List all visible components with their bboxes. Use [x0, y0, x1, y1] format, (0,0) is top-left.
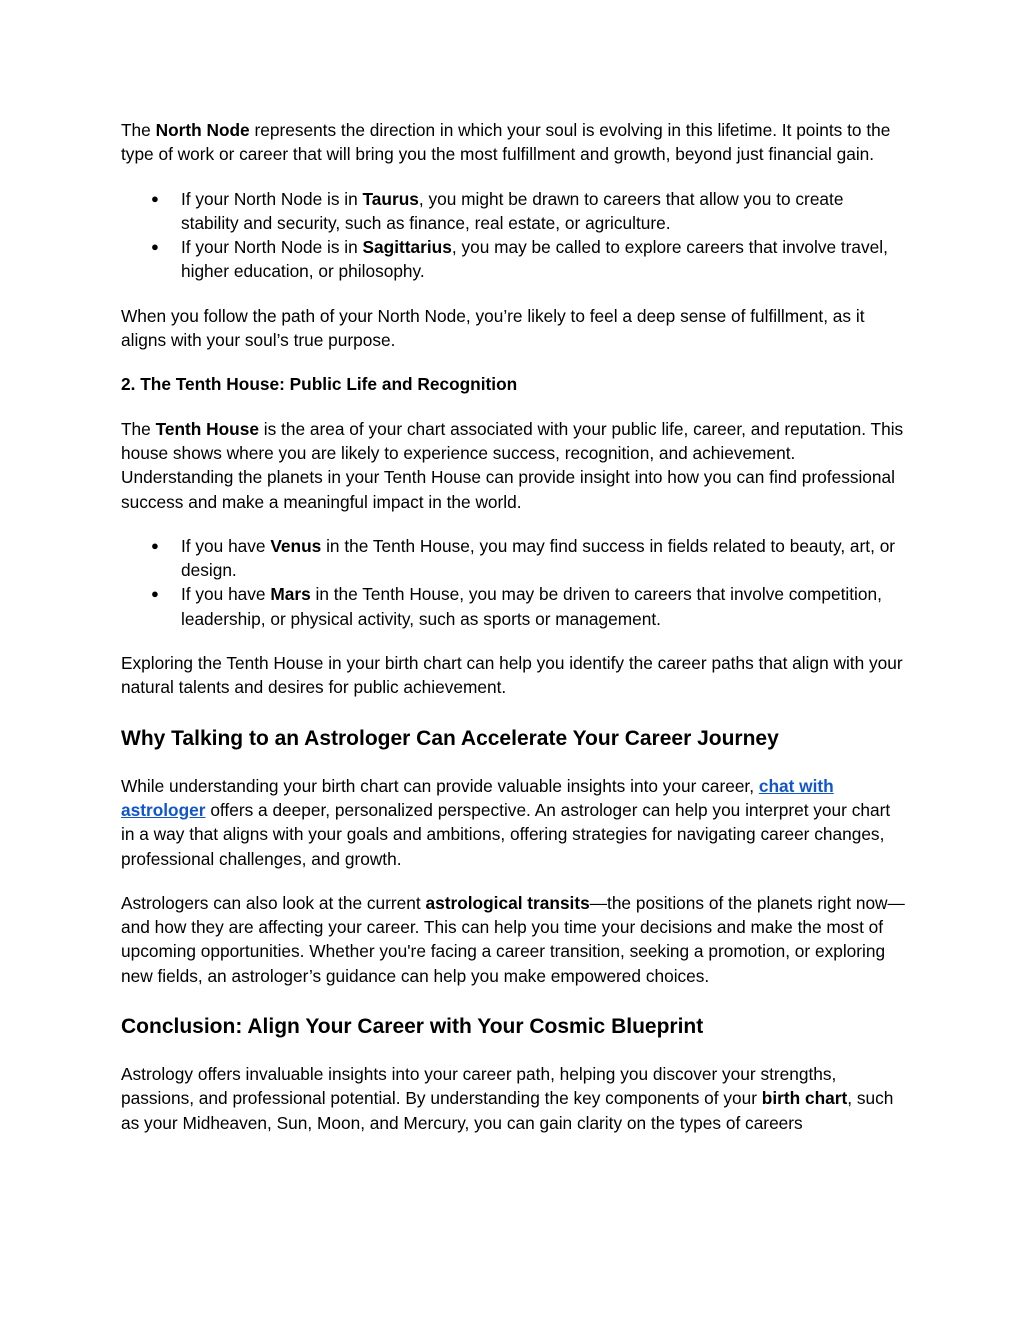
north-node-paragraph: The North Node represents the direction in which your soul is evolving in this lifetime. It points to the type of work or career that will bring you the most fulfillment and growth, beyond just financial gain.: [121, 120, 891, 165]
north-node-closing: When you follow the path of your North Node, you’re likely to feel a deep sense of fulfillment, as it aligns with your soul’s true purpose.: [121, 305, 865, 351]
north-node-list: [121, 187, 905, 284]
chat-with-astrologer-link[interactable]: chat with astrologer: [121, 775, 834, 820]
bullet-icon: ●: [151, 586, 159, 602]
list-item: ● If you have Venus in the Tenth House, you may find success in fields related to beauty, art, or design.: [151, 535, 896, 581]
transits-term: astrological transits: [425, 892, 590, 913]
tenth-house-heading: 2. The Tenth House: Public Life and Recognition: [121, 374, 518, 395]
document-page: [121, 118, 905, 1155]
astrologer-paragraph-2: Astrologers can also look at the current astrological transits—the positions of the planets right now—and how they are affecting your career. This can help you time your decisions and make the most of upcoming opportunities. Whether you're facing a career transition, seeking a promotion, or exploring new fields, an astrologer’s guidance can help you make empowered choices.: [121, 892, 905, 986]
bullet-icon: ●: [151, 190, 159, 206]
astrologer-heading: Why Talking to an Astrologer Can Accelerate Your Career Journey: [121, 726, 779, 750]
list-item: ● If you have Mars in the Tenth House, you may be driven to careers that involve competition, leadership, or physical activity, such as sports or management.: [151, 584, 882, 629]
north-node-term: North Node: [155, 120, 250, 140]
tenth-house-closing: Exploring the Tenth House in your birth chart can help you identify the career paths that align with your natural talents and desires for public achievement.: [121, 653, 903, 698]
bullet-icon: ●: [151, 239, 159, 255]
conclusion-paragraph: Astrology offers invaluable insights into your career path, helping you discover your strengths, passions, and professional potential. By understanding the key components of your birth chart, such as your Midheaven, Sun, Moon, and Mercury, you can gain clarity on the types of careers: [121, 1064, 894, 1133]
tenth-house-paragraph: The Tenth House is the area of your chart associated with your public life, career, and reputation. This house shows where you are likely to experience success, recognition, and achievement. Understanding the planets in your Tenth House can provide insight into how you can find professional success and make a meaningful impact in the world.: [121, 418, 904, 512]
tenth-house-list: [121, 534, 905, 631]
list-item: ● If your North Node is in Sagittarius, you may be called to explore careers that involve travel, higher education, or philosophy.: [151, 237, 888, 282]
astrologer-paragraph-1: While understanding your birth chart can provide valuable insights into your career, chat with astrologer offers a deeper, personalized perspective. An astrologer can help you interpret your chart in a way that aligns with your goals and ambitions, offering strategies for navigating career changes, professional challenges, and growth.: [121, 775, 891, 869]
tenth-house-term: Tenth House: [155, 418, 259, 439]
conclusion-heading: Conclusion: Align Your Career with Your Cosmic Blueprint: [121, 1015, 704, 1039]
list-item: ● If your North Node is in Taurus, you might be drawn to careers that allow you to create stability and security, such as finance, real estate, or agriculture.: [151, 188, 844, 233]
bullet-icon: ●: [151, 537, 159, 553]
birth-chart-term: birth chart: [761, 1088, 848, 1109]
